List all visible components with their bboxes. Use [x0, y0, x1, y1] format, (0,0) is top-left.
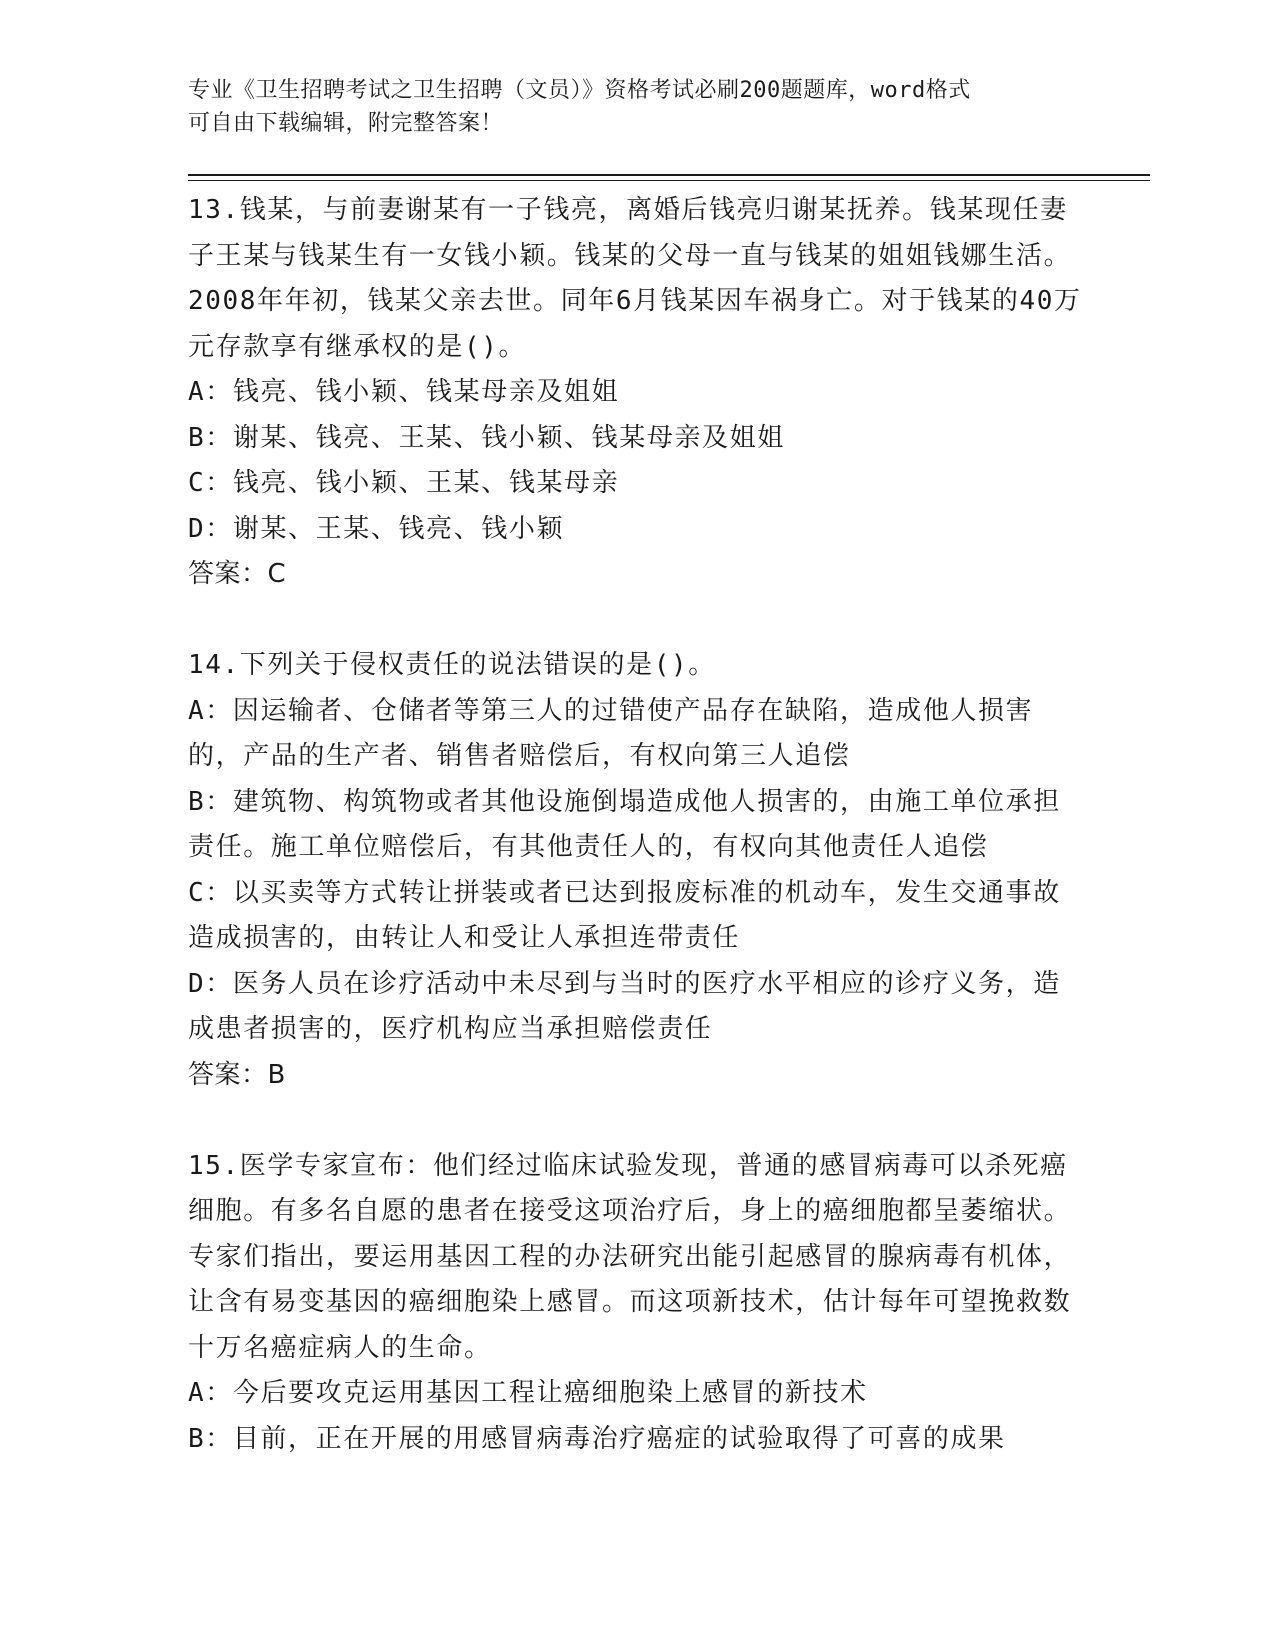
option-d: D：医务人员在诊疗活动中未尽到与当时的医疗水平相应的诊疗义务，造成患者损害的，医疗机构应当承担赔偿责任 — [188, 968, 1061, 1044]
question-14 — [188, 643, 1088, 1098]
question-text: 13.钱某，与前妻谢某有一子钱亮，离婚后钱亮归谢某抚养。钱某现任妻子王某与钱某生有一女钱小颖。钱某的父母一直与钱某的姐姐钱娜生活。2008年年初，钱某父亲去世。同年6月钱某因车祸身亡。对于钱某的40万元存款享有继承权的是()。 — [188, 195, 1082, 362]
question-text: 14.下列关于侵权责任的说法错误的是()。 — [188, 650, 716, 680]
question-text: 15.医学专家宣布：他们经过临床试验发现，普通的感冒病毒可以杀死癌细胞。有多名自愿的患者在接受这项治疗后，身上的癌细胞都呈萎缩状。专家们指出，要运用基因工程的办法研究出能引起感冒的腺病毒有机体，让含有易变基因的癌细胞染上感冒。而这项新技术，估计每年可望挽救数十万名癌症病人的生命。 — [188, 1150, 1072, 1363]
header-title-line-2: 可自由下载编辑，附完整答案！ — [188, 111, 504, 136]
option-b: B：目前，正在开展的用感冒病毒治疗癌症的试验取得了可喜的成果 — [188, 1423, 1006, 1454]
option-b: B：谢某、钱亮、王某、钱小颖、钱某母亲及姐姐 — [188, 422, 785, 453]
header-rule-thick — [188, 174, 1150, 176]
option-c: C：钱亮、钱小颖、王某、钱某母亲 — [188, 468, 620, 498]
question-13 — [188, 188, 1088, 598]
option-d: D：谢某、王某、钱亮、钱小颖 — [188, 513, 565, 544]
question-spacer — [188, 598, 1088, 644]
option-a: A：钱亮、钱小颖、钱某母亲及姐姐 — [188, 377, 620, 407]
question-15 — [188, 1144, 1088, 1463]
option-c: C：以买卖等方式转让拼装或者已达到报废标准的机动车，发生交通事故造成损害的，由转让人和受让人承担连带责任 — [188, 877, 1061, 953]
option-a: A：今后要攻克运用基因工程让癌细胞染上感冒的新技术 — [188, 1378, 868, 1408]
document-header — [188, 74, 1068, 140]
answer-label: 答案：B — [188, 1059, 286, 1090]
header-rule-thin — [188, 180, 1150, 181]
question-spacer — [188, 1098, 1088, 1144]
option-a: A：因运输者、仓储者等第三人的过错使产品存在缺陷，造成他人损害的，产品的生产者、销售者赔偿后，有权向第三人追偿 — [188, 695, 1034, 771]
header-title-line-1: 专业《卫生招聘考试之卫生招聘（文员）》资格考试必刷200题题库，word格式 — [188, 78, 971, 103]
option-b: B：建筑物、构筑物或者其他设施倒塌造成他人损害的，由施工单位承担责任。施工单位赔偿后，有其他责任人的，有权向其他责任人追偿 — [188, 786, 1061, 862]
question-list — [188, 188, 1088, 1462]
answer-label: 答案：C — [188, 559, 287, 589]
